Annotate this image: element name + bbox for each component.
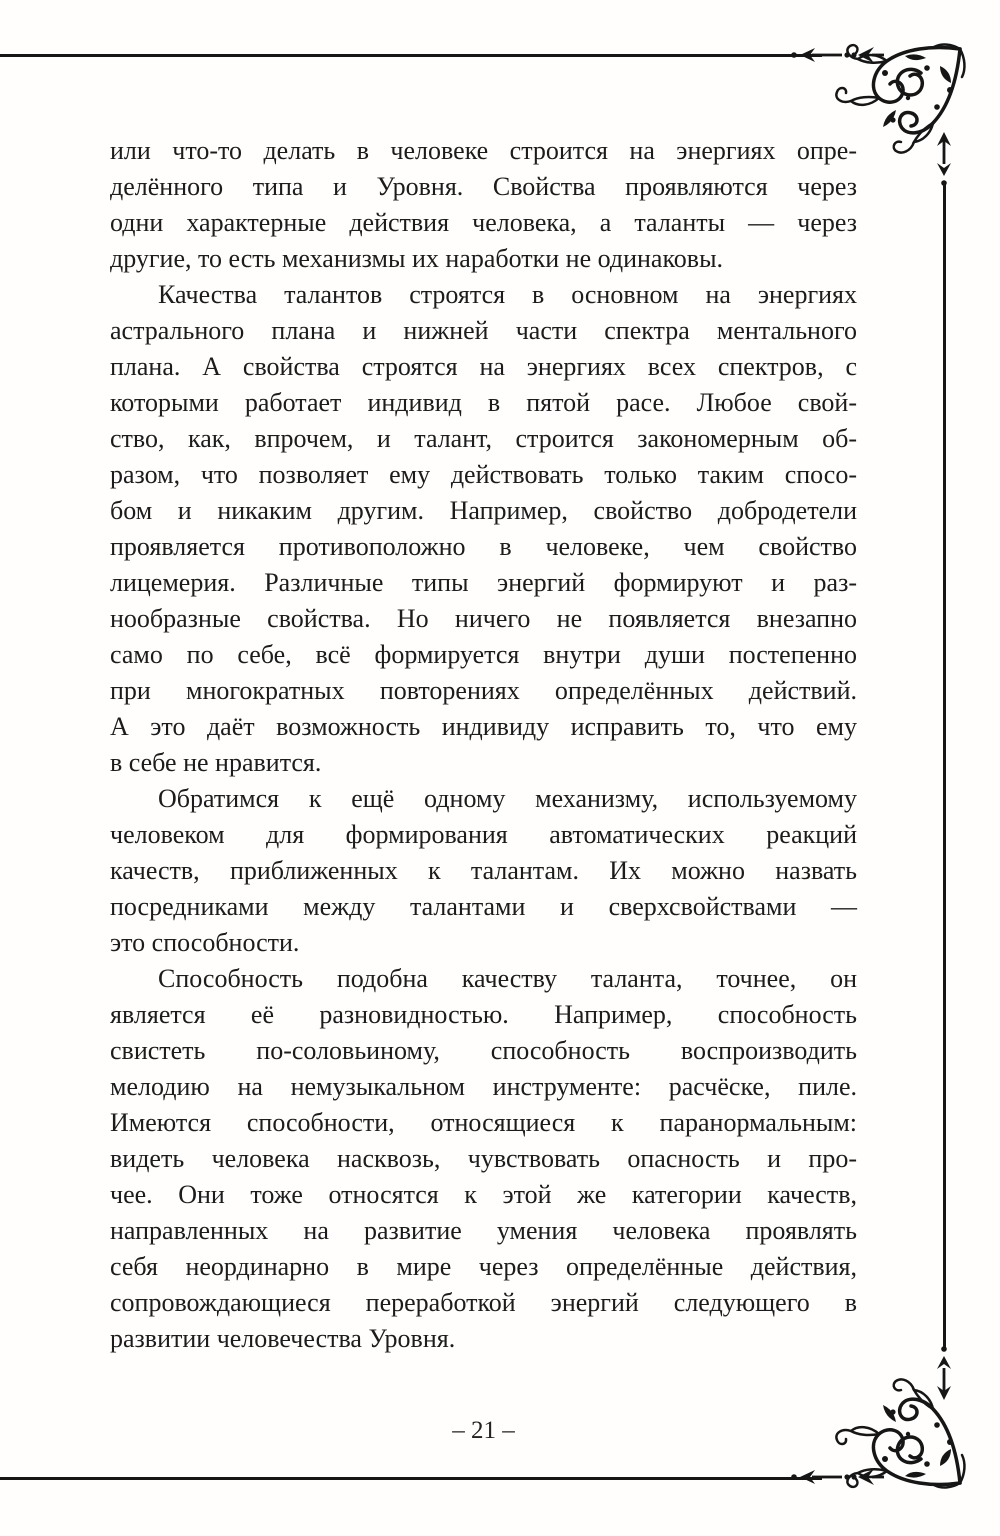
paragraph (110, 133, 857, 277)
text-line: плана. А свойства строятся на энергиях всех спектров, с (110, 352, 857, 381)
text-line: или что-то делать в человеке строится на энергиях опре- (110, 136, 857, 165)
text-line: при многократных повторениях определённых действий. (110, 676, 857, 705)
text-line: Обратимся к ещё одному механизму, используемому (158, 784, 857, 813)
text-line: другие, то есть механизмы их наработки не одинаковы. (110, 244, 724, 273)
text-line: направленных на развитие умения человека проявлять (110, 1216, 857, 1245)
text-line: развитии человечества Уровня. (110, 1324, 456, 1353)
text-line: посредниками между талантами и сверхсвойствами — (110, 892, 857, 921)
text-line: это способности. (110, 928, 300, 957)
bottom-rule (0, 1477, 822, 1480)
text-line: делённого типа и Уровня. Свойства проявляются через (110, 172, 857, 201)
text-line: Качества талантов строятся в основном на энергиях (158, 280, 857, 309)
paragraph (110, 277, 857, 781)
paragraph (110, 961, 857, 1357)
text-line: является её разновидностью. Например, способность (110, 1000, 857, 1029)
text-line: мелодию на немузыкальном инструменте: расчёске, пиле. (110, 1072, 857, 1101)
page-number: – 21 – (452, 1417, 515, 1444)
text-line: бом и никаким другим. Например, свойство добродетели (110, 496, 857, 525)
text-line: Способность подобна качеству таланта, точнее, он (158, 964, 857, 993)
text-line: свистеть по-соловьиному, способность воспроизводить (110, 1036, 857, 1065)
text-line: А это даёт возможность индивиду исправить то, что ему (110, 712, 857, 741)
text-line: ство, как, впрочем, и талант, строится закономерным об- (110, 424, 857, 453)
text-line: которыми работает индивид в пятой расе. Любое свой- (110, 388, 857, 417)
right-rule (943, 184, 946, 1348)
text-line: человеком для формирования автоматических реакций (110, 820, 857, 849)
text-line: лицемерия. Различные типы энергий формируют и раз- (110, 568, 857, 597)
text-line: нообразные свойства. Но ничего не появляется внезапно (110, 604, 857, 633)
text-line: сопровождающиеся переработкой энергий следующего в (110, 1288, 857, 1317)
text-line: видеть человека насквозь, чувствовать опасность и про- (110, 1144, 857, 1173)
text-line: разом, что позволяет ему действовать только таким спосо- (110, 460, 857, 489)
text-line: качеств, приближенных к талантам. Их можно назвать (110, 856, 857, 885)
text-line: проявляется противоположно в человеке, чем свойство (110, 532, 857, 561)
paragraph (110, 781, 857, 961)
text-line: в себе не нравится. (110, 748, 322, 777)
text-line: астрального плана и нижней части спектра ментального (110, 316, 857, 345)
page-text (110, 133, 857, 1357)
text-line: одни характерные действия человека, а таланты — через (110, 208, 857, 237)
text-line: само по себе, всё формируется внутри души постепенно (110, 640, 857, 669)
top-rule (0, 54, 822, 57)
text-line: Имеются способности, относящиеся к паранормальным: (110, 1108, 857, 1137)
text-line: себя неординарно в мире через определённые действия, (110, 1252, 857, 1281)
text-line: чее. Они тоже относятся к этой же категории качеств, (110, 1180, 857, 1209)
